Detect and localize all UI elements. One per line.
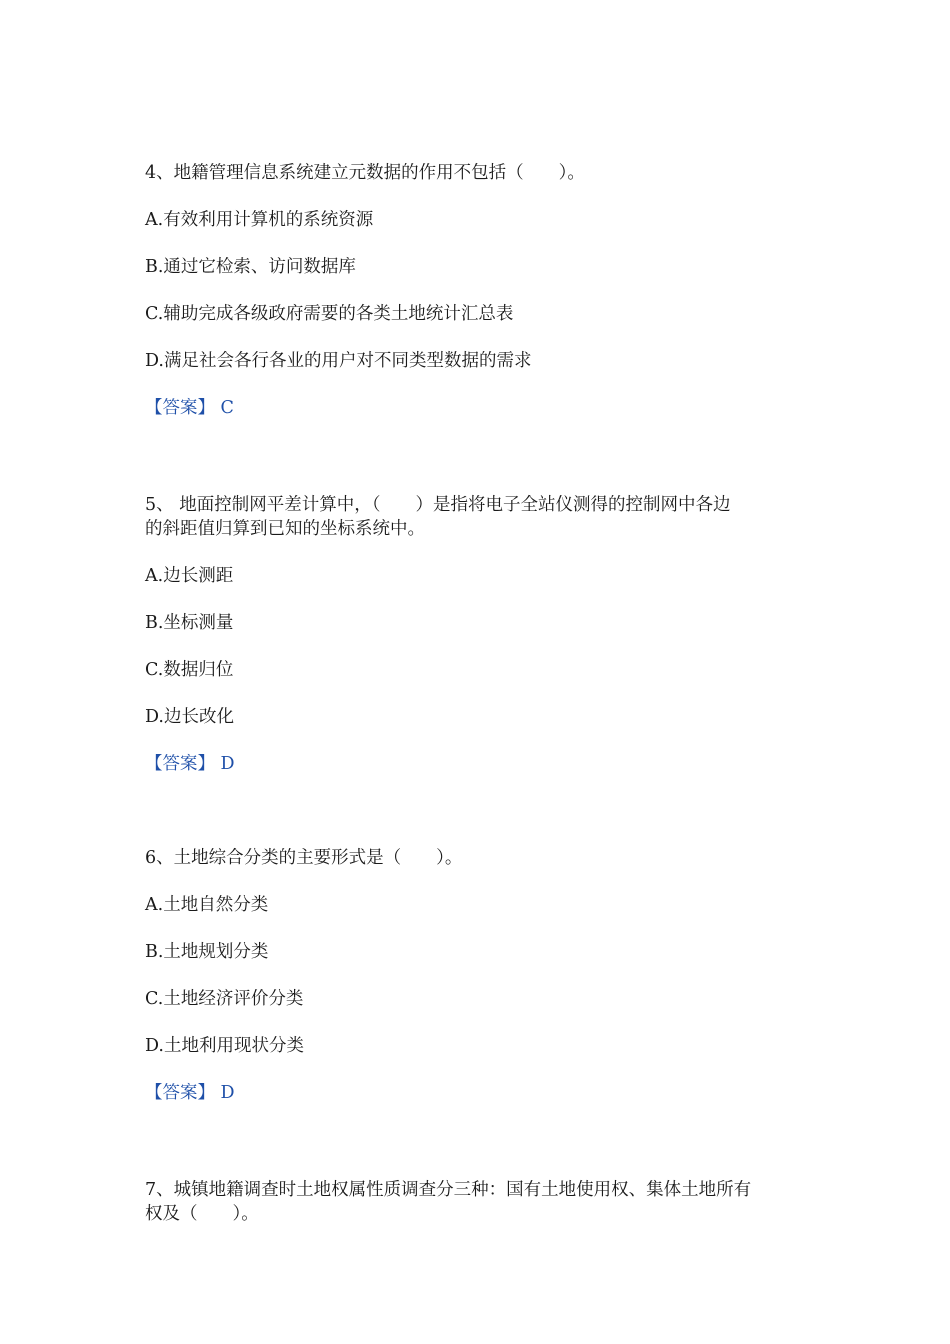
question-6-answer: 【答案】 D — [145, 1083, 235, 1103]
question-4-stem: 4、地籍管理信息系统建立元数据的作用不包括（ ）。 — [145, 163, 585, 183]
question-5-stem-line-2: 的斜距值归算到已知的坐标系统中。 — [145, 519, 425, 539]
question-4-option-a: A.有效利用计算机的系统资源 — [145, 210, 374, 230]
question-7-stem-line-1: 7、城镇地籍调查时土地权属性质调查分三种：国有土地使用权、集体土地所有 — [145, 1180, 752, 1200]
question-6-option-b: B.土地规划分类 — [145, 942, 269, 962]
question-5-option-c: C.数据归位 — [145, 660, 234, 680]
question-4-option-d: D.满足社会各行各业的用户对不同类型数据的需求 — [145, 351, 532, 371]
question-5-answer: 【答案】 D — [145, 754, 235, 774]
question-5-stem-line-1: 5、 地面控制网平差计算中，（ ）是指将电子全站仪测得的控制网中各边 — [145, 495, 731, 515]
question-5-option-d: D.边长改化 — [145, 707, 234, 727]
question-5-option-a: A.边长测距 — [145, 566, 234, 586]
question-6-stem: 6、土地综合分类的主要形式是（ ）。 — [145, 848, 463, 868]
question-6-option-c: C.土地经济评价分类 — [145, 989, 304, 1009]
question-4-option-c: C.辅助完成各级政府需要的各类土地统计汇总表 — [145, 304, 514, 324]
question-6-option-d: D.土地利用现状分类 — [145, 1036, 304, 1056]
question-4-option-b: B.通过它检索、访问数据库 — [145, 257, 356, 277]
question-6-option-a: A.土地自然分类 — [145, 895, 269, 915]
question-4-answer: 【答案】 C — [145, 398, 234, 418]
question-5-option-b: B.坐标测量 — [145, 613, 234, 633]
question-7-stem-line-2: 权及（ ）。 — [145, 1204, 259, 1224]
